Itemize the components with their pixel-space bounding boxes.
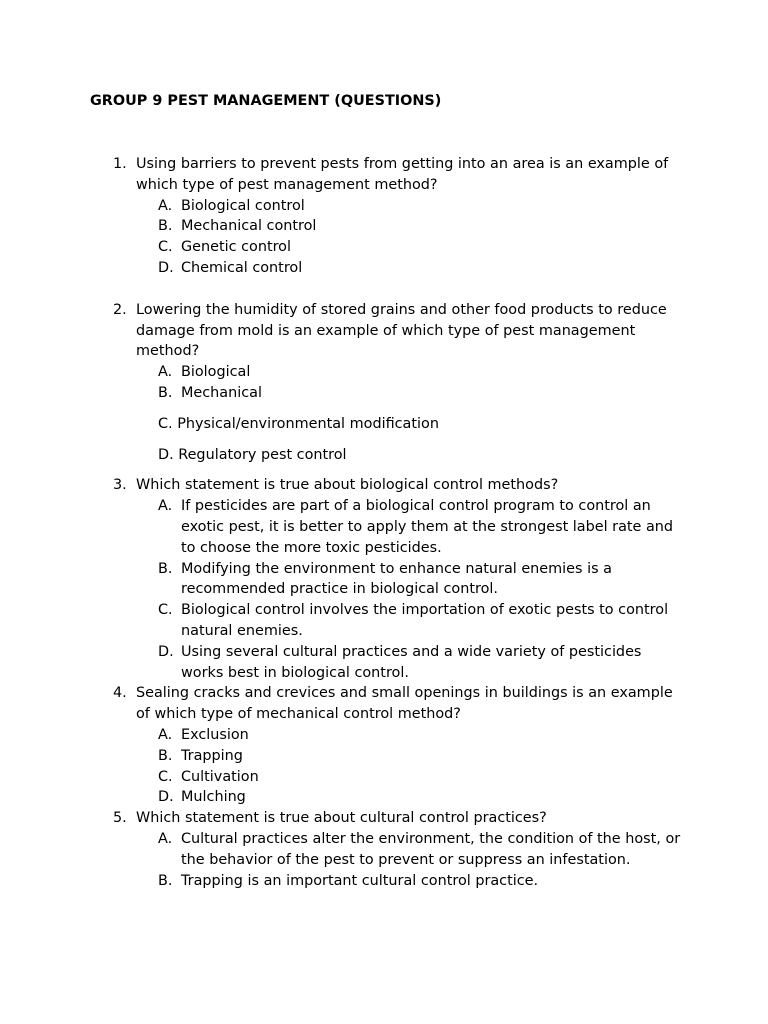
question-text: Lowering the humidity of stored grains and other food products to reduce damage from mold is an example of which type of pest management method? [136,301,667,360]
question-number: 3. [113,477,127,494]
option-item [0,383,768,404]
option-letter: A. [158,364,173,381]
option-letter: C. [158,602,173,619]
document-title: GROUP 9 PEST MANAGEMENT (QUESTIONS) [90,93,442,109]
option-text: Trapping is an important cultural control practice. [181,872,539,889]
option-letter: D. [158,643,174,660]
spacer [0,435,768,445]
question-number: 4. [113,685,127,702]
question-3 [0,475,768,683]
option-list [0,196,768,279]
option-letter: A. [158,498,173,515]
option-letter: B. [158,384,173,401]
question-4 [0,683,768,808]
option-item [0,496,768,558]
option-text: Biological control [181,197,305,214]
option-letter: B. [158,872,173,889]
option-letter: A. [158,830,173,847]
question-text: Which statement is true about cultural control practices? [136,810,547,827]
option-item [0,871,768,892]
option-list [0,829,768,891]
option-item [0,787,768,808]
option-item [0,216,768,237]
option-letter: D. [158,259,174,276]
question-text: Which statement is true about biological control methods? [136,477,559,494]
option-text: Using several cultural practices and a wide variety of pesticides works best in biological control. [181,643,642,681]
question-list [0,154,768,891]
spacer [0,465,768,475]
option-letter: B. [158,560,173,577]
option-letter: D. [158,789,174,806]
question-text: Sealing cracks and crevices and small openings in buildings is an example of which type of mechanical control method? [136,685,673,723]
option-item [0,258,768,279]
spacer [0,404,768,414]
question-text: Using barriers to prevent pests from getting into an area is an example of which type of pest management method? [136,156,669,193]
option-item [0,196,768,217]
option-text: Cultural practices alter the environment, the condition of the host, or the behavior of the pest to prevent or suppress an infestation. [181,830,681,868]
spacer [0,279,768,300]
option-plain: D. Regulatory pest control [158,446,347,463]
option-text: Mulching [181,789,246,806]
question-number: 1. [113,156,127,172]
option-list [0,496,768,683]
option-letter: A. [158,197,173,214]
question-number: 2. [113,301,127,318]
option-letter: A. [158,726,173,743]
option-item [0,725,768,746]
option-item [0,829,768,871]
option-text: Mechanical control [181,218,317,235]
option-text: Cultivation [181,768,259,785]
option-text: Mechanical [181,384,262,401]
option-letter: B. [158,218,173,235]
question-1 [0,154,768,279]
option-text: Trapping [181,747,243,764]
option-plain: C. Physical/environmental modification [158,415,439,432]
option-text: Exclusion [181,726,249,743]
question-2 [0,300,768,476]
option-list [0,725,768,808]
option-text: Chemical control [181,259,303,276]
question-5 [0,808,768,891]
option-letter: B. [158,747,173,764]
option-letter: C. [158,768,173,785]
option-text: If pesticides are part of a biological control program to control an exotic pest, it is better to apply them at the strongest label rate and to choose the more toxic pesticides. [181,498,674,556]
option-list [0,362,768,475]
option-item [0,559,768,601]
option-item [0,237,768,258]
question-number: 5. [113,810,127,827]
option-item [0,600,768,642]
option-letter: C. [158,239,173,256]
option-item [0,362,768,383]
option-item [0,642,768,684]
option-text: Biological control involves the importation of exotic pests to control natural enemies. [181,602,669,639]
option-item [0,767,768,788]
option-text: Genetic control [181,239,291,256]
option-text: Modifying the environment to enhance natural enemies is a recommended practice in biological control. [181,560,612,598]
option-item [0,746,768,767]
option-text: Biological [181,364,251,381]
